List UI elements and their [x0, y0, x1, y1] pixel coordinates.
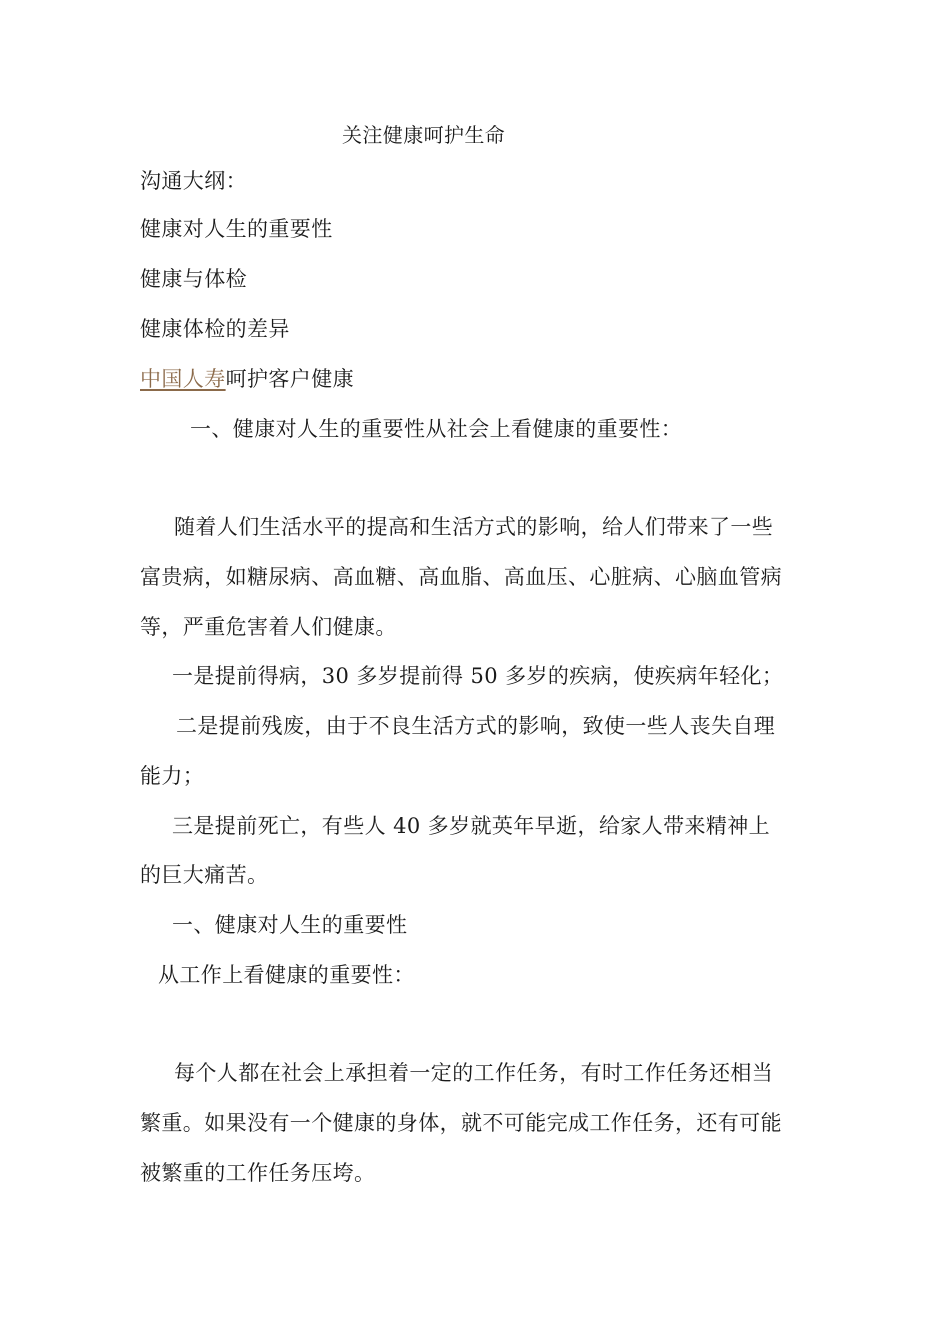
paragraph-line: 繁重。如果没有一个健康的身体，就不可能完成工作任务，还有可能	[140, 1111, 782, 1135]
paragraph-line: 被繁重的工作任务压垮。	[140, 1161, 376, 1185]
outline-item: 健康与体检	[140, 267, 247, 291]
point-line: 的巨大痛苦。	[140, 863, 269, 887]
china-life-link[interactable]: 中国人寿	[140, 367, 226, 391]
outline-item: 健康体检的差异	[140, 317, 290, 341]
outline-item: 健康对人生的重要性	[140, 217, 333, 241]
outline-item-rest: 呵护客户健康	[225, 367, 355, 391]
paragraph-line: 富贵病，如糖尿病、高血糖、高血脂、高血压、心脏病、心脑血管病	[140, 565, 782, 589]
outline-item	[140, 366, 354, 392]
section-subheading: 从工作上看健康的重要性：	[158, 963, 415, 987]
point-line: 三是提前死亡，有些人 40 多岁就英年早逝，给家人带来精神上	[172, 814, 771, 838]
point-line: 一是提前得病，30 多岁提前得 50 多岁的疾病，使疾病年轻化；	[172, 664, 784, 688]
section-heading: 一、健康对人生的重要性从社会上看健康的重要性：	[190, 417, 683, 441]
point-line: 二是提前残废，由于不良生活方式的影响，致使一些人丧失自理	[176, 714, 776, 738]
point-line: 能力；	[140, 764, 205, 788]
document-title: 关注健康呵护生命	[342, 123, 506, 147]
outline-label: 沟通大纲：	[140, 169, 247, 193]
paragraph-line: 随着人们生活水平的提高和生活方式的影响，给人们带来了一些	[174, 515, 774, 539]
paragraph-line: 等，严重危害着人们健康。	[140, 615, 397, 639]
section-heading: 一、健康对人生的重要性	[172, 913, 408, 937]
paragraph-line: 每个人都在社会上承担着一定的工作任务，有时工作任务还相当	[174, 1061, 774, 1085]
